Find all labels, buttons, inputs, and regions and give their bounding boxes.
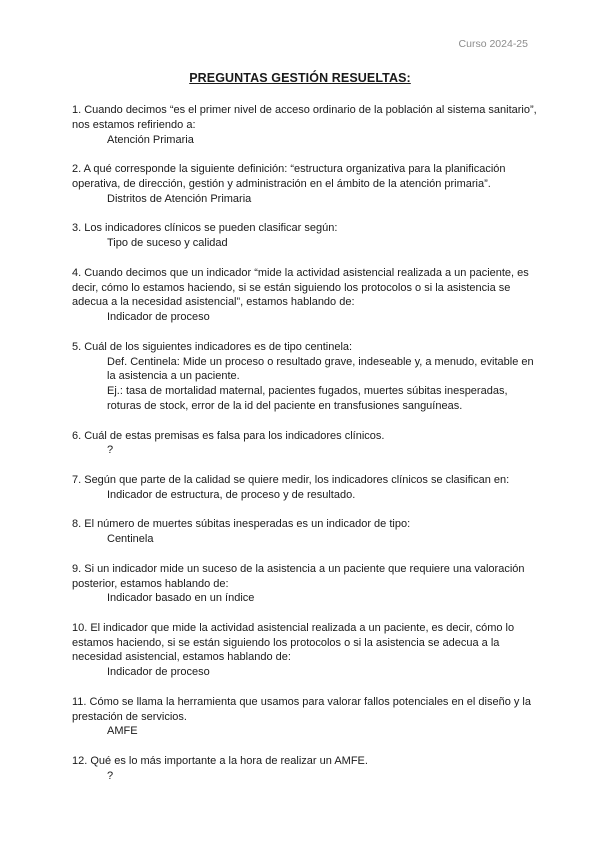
page-title: PREGUNTAS GESTIÓN RESUELTAS: xyxy=(189,71,411,85)
question-text: 6. Cuál de estas premisas es falsa para los indicadores clínicos. xyxy=(72,429,385,442)
answer-text: Indicador de proceso xyxy=(107,311,210,324)
question-text: 9. Si un indicador mide un suceso de la asistencia a un paciente que requiere una valoración posterior, estamos hablando de: xyxy=(72,562,525,590)
question-item xyxy=(72,266,542,325)
question-item xyxy=(72,162,542,206)
question-text: 2. A qué corresponde la siguiente definición: “estructura organizativa para la planificación operativa, de dirección, gestión y administración en el ámbito de la atención primaria”. xyxy=(72,163,506,190)
question-item xyxy=(72,103,542,147)
answer-text: Centinela xyxy=(107,533,154,546)
question-text: 4. Cuando decimos que un indicador “mide la actividad asistencial realizada a un paciente, es decir, cómo lo estamos haciendo, si se están siguiendo los protocolos o si la asistencia se adecua a la necesidad asistencial”, estamos hablando de: xyxy=(72,266,529,309)
answer-text: Atención Primaria xyxy=(107,133,194,146)
answer-text: Indicador de proceso xyxy=(107,666,210,679)
answer-text: Def. Centinela: Mide un proceso o resultado grave, indeseable y, a menudo, evitable en la asistencia a un paciente. xyxy=(107,355,534,383)
answer-text: ? xyxy=(107,444,114,457)
course-label: Curso 2024-25 xyxy=(458,38,528,50)
question-text: 8. El número de muertes súbitas inesperadas es un indicador de tipo: xyxy=(72,518,411,531)
answer-text: Indicador de estructura, de proceso y de resultado. xyxy=(107,488,356,501)
question-item xyxy=(72,429,542,459)
answer-text: Ej.: tasa de mortalidad maternal, pacientes fugados, muertes súbitas inesperadas, roturas de stock, error de la id del paciente en transfusiones sanguíneas. xyxy=(107,385,508,412)
question-text: 3. Los indicadores clínicos se pueden clasificar según: xyxy=(72,222,338,235)
answer-text: Distritos de Atención Primaria xyxy=(107,192,252,205)
question-text: 11. Cómo se llama la herramienta que usamos para valorar fallos potenciales en el diseño y la prestación de servicios. xyxy=(72,695,531,723)
question-text: 1. Cuando decimos “es el primer nivel de acceso ordinario de la población al sistema sanitario”, nos estamos refiriendo a: xyxy=(72,104,537,131)
question-item xyxy=(72,517,542,547)
question-text: 7. Según que parte de la calidad se quiere medir, los indicadores clínicos se clasifican en: xyxy=(72,473,510,486)
question-item xyxy=(72,695,542,739)
question-item xyxy=(72,562,542,606)
question-text: 5. Cuál de los siguientes indicadores es de tipo centinela: xyxy=(72,340,353,353)
answer-text: Tipo de suceso y calidad xyxy=(107,237,228,250)
question-item xyxy=(72,221,542,251)
question-item xyxy=(72,473,542,503)
answer-text: Indicador basado en un índice xyxy=(107,592,255,605)
question-text: 10. El indicador que mide la actividad asistencial realizada a un paciente, es decir, cómo lo estamos haciendo, si se están siguiendo los protocolos o si la asistencia se adecua a la necesidad asistencial, estamos hablando de: xyxy=(72,621,515,664)
question-item xyxy=(72,340,542,414)
question-item xyxy=(72,621,542,680)
question-item xyxy=(72,754,542,784)
question-list xyxy=(72,103,542,798)
answer-text: ? xyxy=(107,769,114,782)
answer-text: AMFE xyxy=(107,725,138,738)
question-text: 12. Qué es lo más importante a la hora de realizar un AMFE. xyxy=(72,755,368,768)
